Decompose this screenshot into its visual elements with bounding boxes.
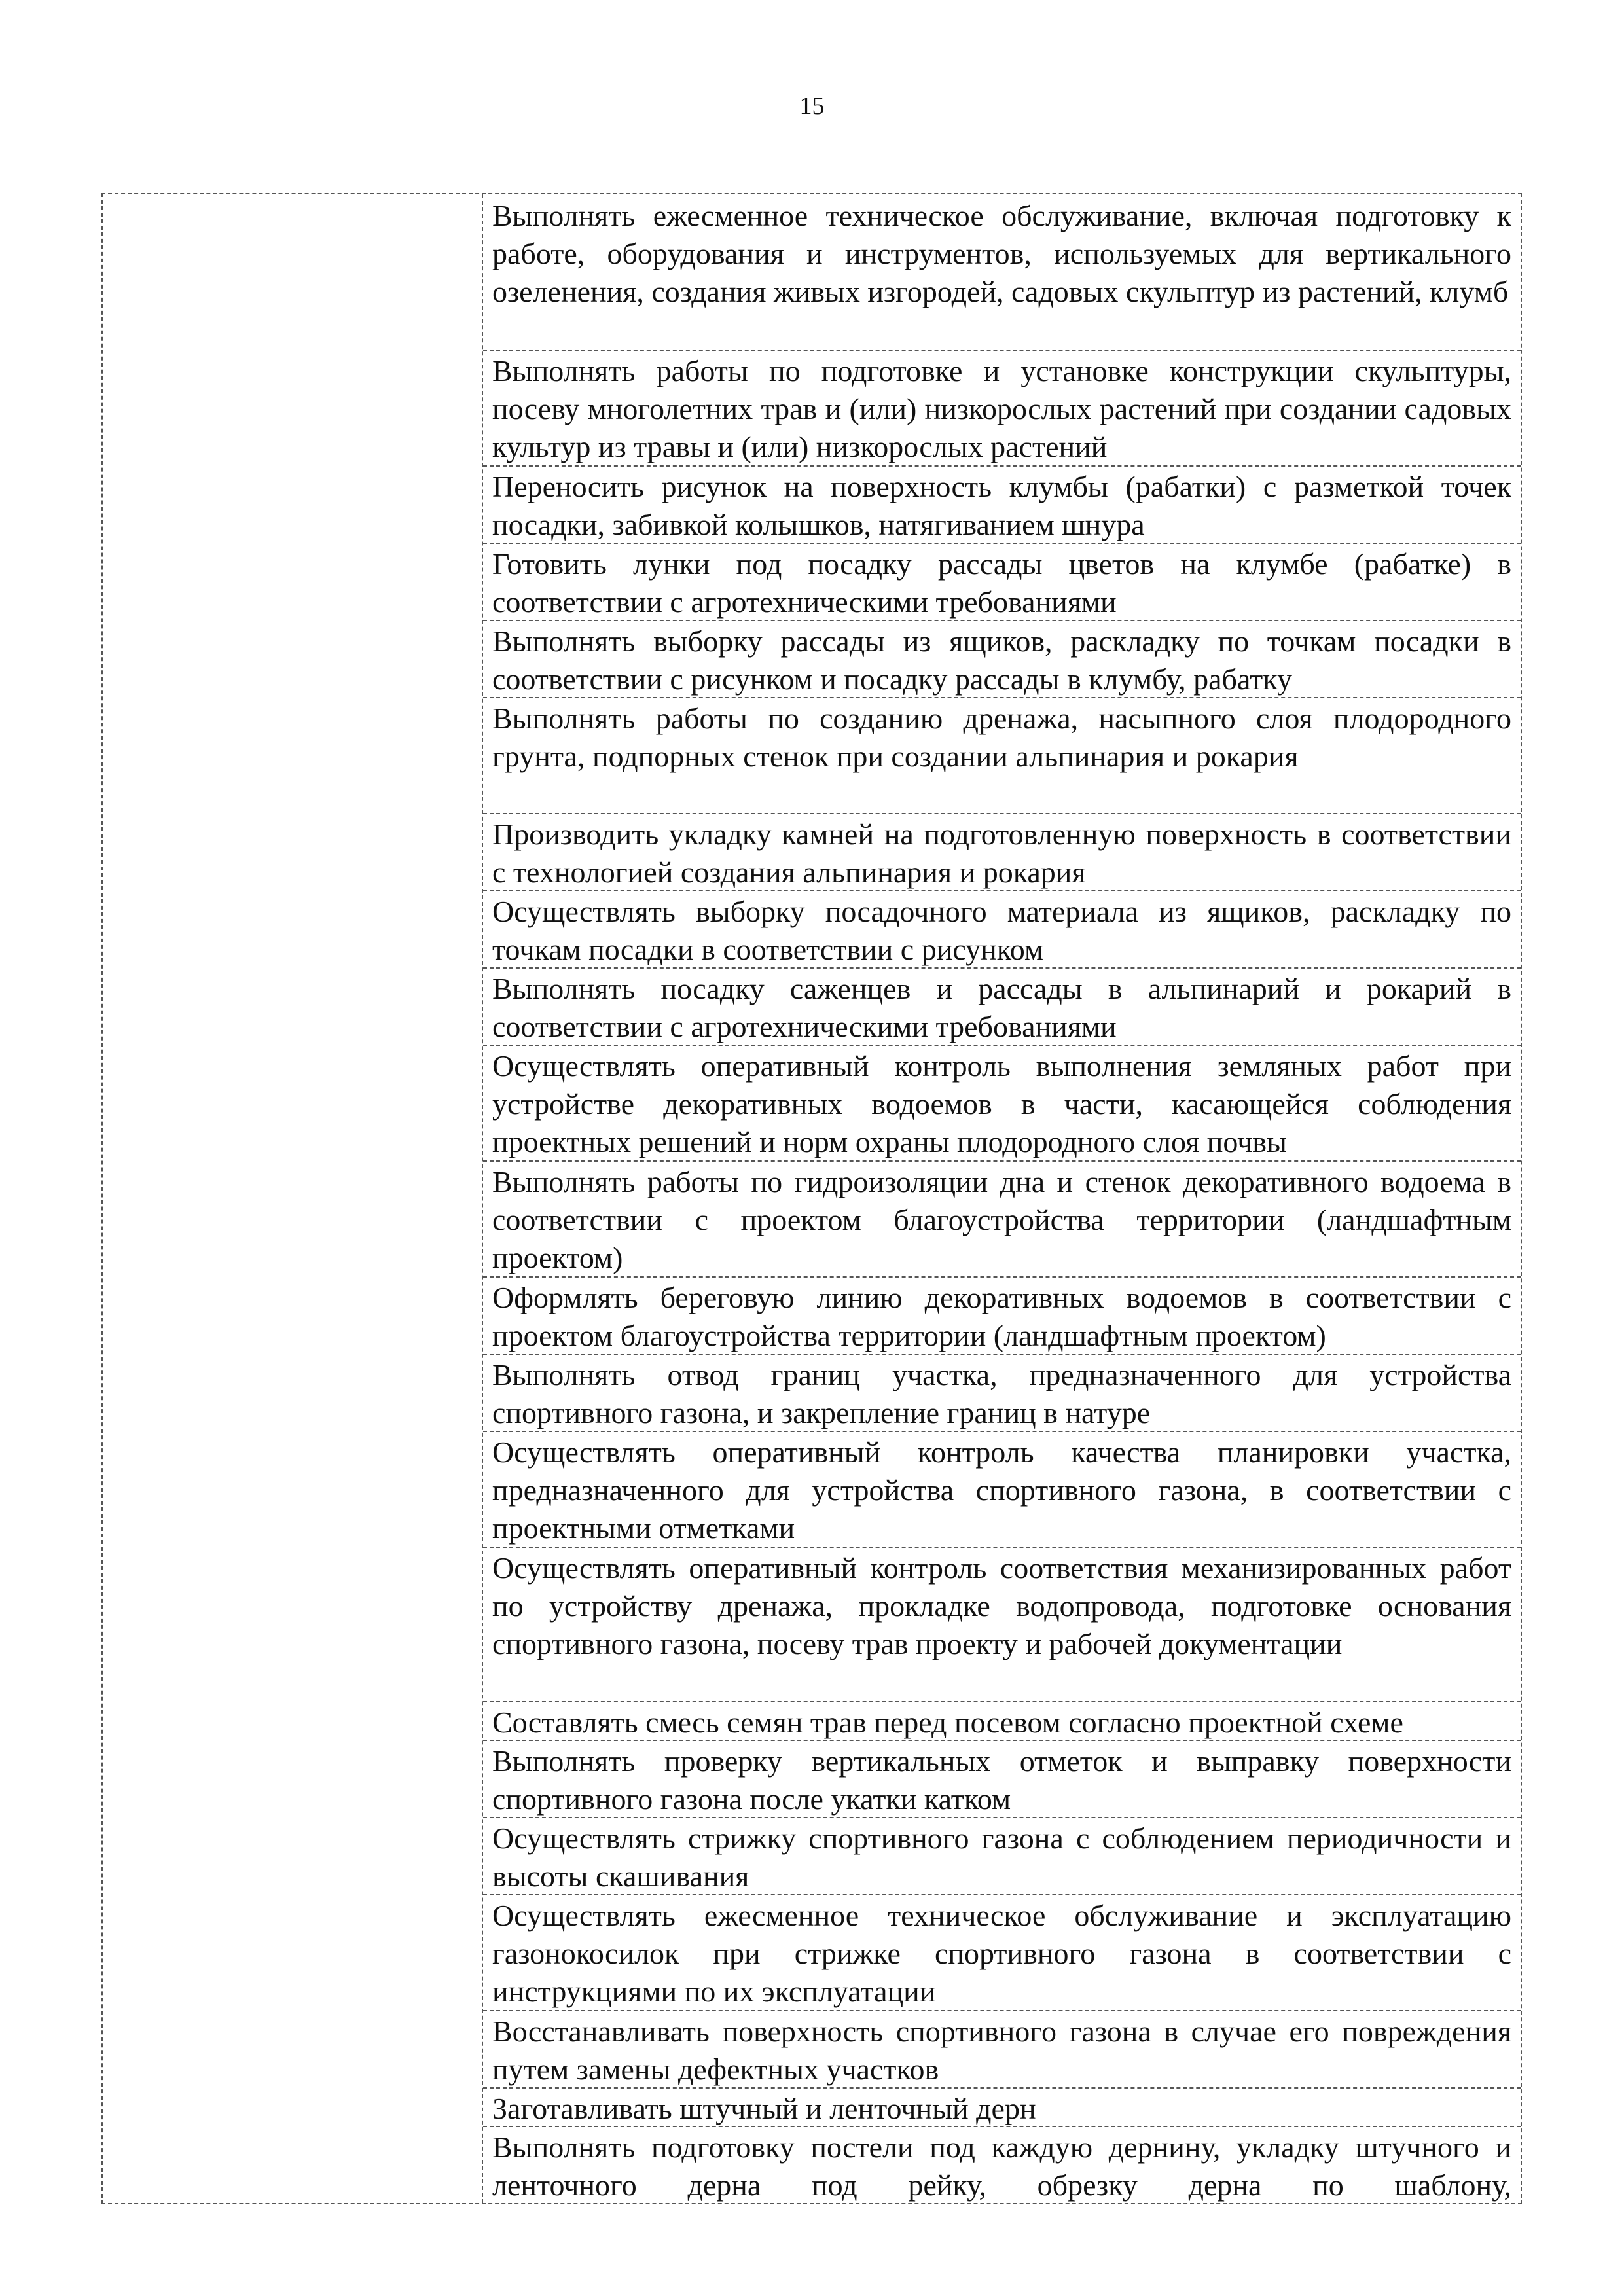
- table-row: Осуществлять стрижку спортивного газона с соблюдением периодичности и высоты скашивания: [483, 1817, 1521, 1894]
- table-row: Оформлять береговую линию декоративных водоемов в соответствии с проектом благоустройства территории (ландшафтным проектом): [483, 1276, 1521, 1354]
- table-row: Выполнять ежесменное техническое обслуживание, включая подготовку к работе, оборудования и инструментов, используемых для вертикального озеленения, создания живых изгородей, садовых скульптур из растений, клумб: [492, 199, 1511, 309]
- table-row: Восстанавливать поверхность спортивного газона в случае его повреждения путем замены дефектных участков: [483, 2010, 1521, 2087]
- table-row: Осуществлять оперативный контроль соответствия механизированных работ по устройству дренажа, прокладке водопровода, подготовке основания спортивного газона, посеву трав проекту и рабочей документации: [483, 1547, 1521, 1701]
- table-row: Выполнять выборку рассады из ящиков, раскладку по точкам посадки в соответствии с рисунком и посадку рассады в клумбу, рабатку: [483, 620, 1521, 697]
- table-row: Выполнять работы по созданию дренажа, насыпного слоя плодородного грунта, подпорных стенок при создании альпинария и рокария: [483, 697, 1521, 813]
- table-row: Выполнять подготовку постели под каждую дернину, укладку штучного и ленточного дерна под рейку, обрезку дерна по шаблону,: [483, 2126, 1521, 2203]
- table-left-column: [103, 194, 483, 2203]
- table-row: Выполнять работы по гидроизоляции дна и стенок декоративного водоема в соответствии с проектом благоустройства территории (ландшафтным проектом): [483, 1160, 1521, 1276]
- table-row: Выполнять проверку вертикальных отметок и выправку поверхности спортивного газона после укатки катком: [483, 1740, 1521, 1817]
- table-row: Производить укладку камней на подготовленную поверхность в соответствии с технологией создания альпинария и рокария: [483, 813, 1521, 890]
- table-row: Осуществлять ежесменное техническое обслуживание и эксплуатацию газонокосилок при стрижке спортивного газона в соответствии с инструкциями по их эксплуатации: [483, 1894, 1521, 2010]
- table-row: Выполнять отвод границ участка, предназначенного для устройства спортивного газона, и закрепление границ в натуре: [483, 1354, 1521, 1431]
- table-row: Составлять смесь семян трав перед посевом согласно проектной схеме: [483, 1701, 1521, 1740]
- duties-table: [101, 193, 1522, 2204]
- table-row: Осуществлять оперативный контроль качества планировки участка, предназначенного для устройства спортивного газона, в соответствии с проектными отметками: [483, 1431, 1521, 1547]
- page-number: 15: [799, 92, 825, 120]
- table-row: Готовить лунки под посадку рассады цветов на клумбе (рабатке) в соответствии с агротехническими требованиями: [483, 543, 1521, 620]
- table-row: Осуществлять выборку посадочного материала из ящиков, раскладку по точкам посадки в соответствии с рисунком: [483, 890, 1521, 967]
- table-row: Осуществлять оперативный контроль выполнения земляных работ при устройстве декоративных водоемов в части, касающейся соблюдения проектных решений и норм охраны плодородного слоя почвы: [483, 1045, 1521, 1160]
- table-row: Переносить рисунок на поверхность клумбы (рабатки) с разметкой точек посадки, забивкой колышков, натягиванием шнура: [483, 465, 1521, 543]
- table-row: Заготавливать штучный и ленточный дерн: [483, 2087, 1521, 2126]
- table-row: Выполнять посадку саженцев и рассады в альпинарий и рокарий в соответствии с агротехническими требованиями: [483, 967, 1521, 1045]
- table-row: Выполнять работы по подготовке и установке конструкции скульптуры, посеву многолетних трав и (или) низкорослых растений при создании садовых культур из травы и (или) низкорослых растений: [483, 350, 1521, 465]
- table-right-column: [483, 194, 1521, 2203]
